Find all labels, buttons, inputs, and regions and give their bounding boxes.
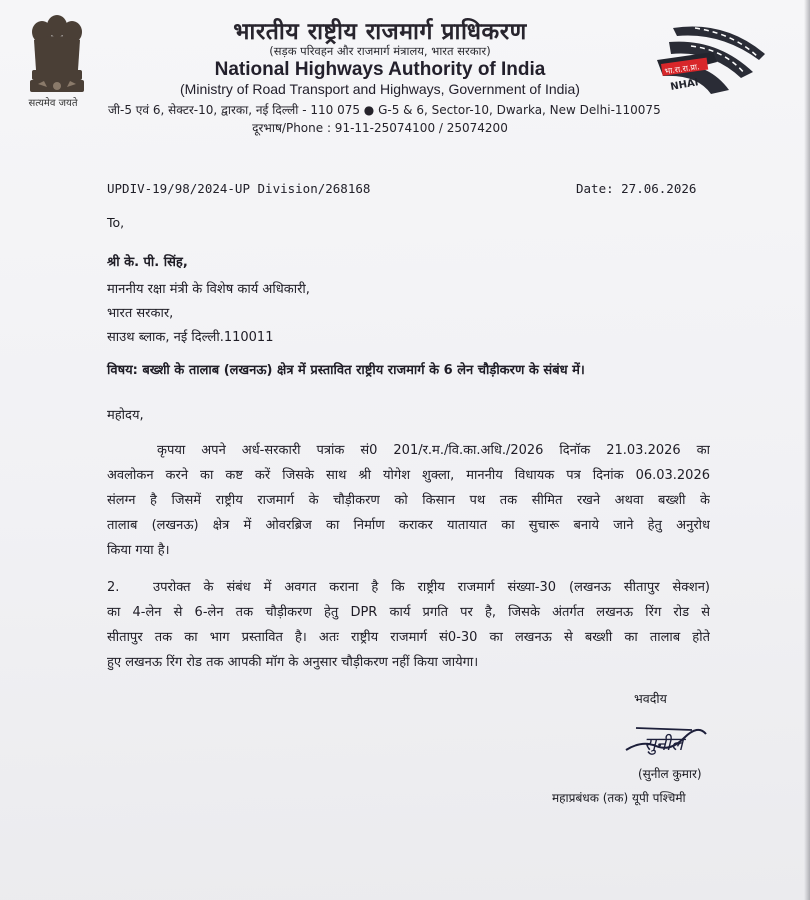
paragraph-2-line: उपरोक्त के संबंध में अवगत कराना है कि राष्ट्रीय राजमार्ग संख्या-30 (लखनऊ सीतापुर सेक्शन) bbox=[153, 580, 710, 595]
paragraph-1-line: तालाब (लखनऊ) क्षेत्र में ओवरब्रिज का निर्माण कराकर यातायात का सुचारू बनाये जाने हेतु अनुरोध bbox=[107, 518, 710, 533]
letter-subject: विषय: बख्शी के तालाब (लखनऊ) क्षेत्र में प्रस्तावित राष्ट्रीय राजमार्ग के 6 लेन चौड़ीकरण के संबंध में। bbox=[107, 363, 585, 378]
paragraph-1-line: किया गया है। bbox=[107, 543, 170, 558]
office-address: जी-5 एवं 6, सेक्टर-10, द्वारका, नई दिल्ली - 110 075 ● G-5 & 6, Sector-10, Dwarka, New Delhi-110075 bbox=[108, 103, 661, 117]
recipient-name: श्री के. पी. सिंह, bbox=[107, 255, 188, 270]
paragraph-2-line: हुए लखनऊ रिंग रोड तक आपकी मॉग के अनुसार चौड़ीकरण नहीं किया जायेगा। bbox=[107, 655, 479, 670]
recipient-organisation: भारत सरकार, bbox=[107, 306, 174, 321]
paragraph-1-line: कृपया अपने अर्ध-सरकारी पत्रांक सं0 201/र.म./वि.का.अधि./2026 दिनॉक 21.03.2026 का bbox=[157, 443, 710, 458]
letter-date: Date: 27.06.2026 bbox=[576, 181, 697, 196]
salutation: महोदय, bbox=[107, 408, 144, 423]
paragraph-1-line: अवलोकन करने का कष्ट करें जिसके साथ श्री योगेश शुक्ला, माननीय विधायक पत्र दिनांक 06.03.2026 bbox=[107, 468, 710, 483]
paragraph-2-line: का 4-लेन से 6-लेन तक चौड़ीकरण हेतु DPR कार्य प्रगति पर है, जिसके अंतर्गत लखनऊ रिंग रोड से bbox=[107, 605, 710, 620]
authority-name-english: National Highways Authority of India bbox=[214, 59, 546, 80]
signer-designation: महाप्रबंधक (तक) यूपी पश्चिमी bbox=[552, 791, 686, 805]
authority-name-hindi: भारतीय राष्ट्रीय राजमार्ग प्राधिकरण bbox=[233, 19, 527, 45]
office-phone: दूरभाष/Phone : 91-11-25074100 / 25074200 bbox=[252, 121, 508, 135]
paragraph-2 bbox=[107, 575, 710, 675]
paragraph-1 bbox=[107, 438, 710, 563]
nhai-logo-text: NHAI bbox=[669, 77, 700, 93]
svg-text:सुनील: सुनील bbox=[644, 734, 684, 755]
emblem-caption: सत्यमेव जयते bbox=[28, 98, 78, 109]
paragraph-2-line: सीतापुर तक का भाग प्रस्तावित है। अतः राष्ट्रीय राजमार्ग सं0-30 का लखनऊ से बख्शी का तालाब होते bbox=[107, 630, 710, 645]
letter-reference-number: UPDIV-19/98/2024-UP Division/268168 bbox=[107, 181, 371, 196]
to-label: To, bbox=[107, 215, 125, 230]
ministry-name-english: (Ministry of Road Transport and Highways, Government of India) bbox=[180, 81, 580, 97]
recipient-designation: माननीय रक्षा मंत्री के विशेष कार्य अधिकारी, bbox=[107, 282, 310, 297]
signer-name: (सुनील कुमार) bbox=[638, 767, 702, 781]
closing-text: भवदीय bbox=[634, 691, 667, 706]
paragraph-2-first-line bbox=[107, 575, 710, 600]
handwritten-signature bbox=[622, 720, 708, 764]
ministry-name-hindi: (सड़क परिवहन और राजमार्ग मंत्रालय, भारत सरकार) bbox=[269, 44, 491, 58]
nhai-logo-hindi: भा.रा.रा.प्रा. bbox=[664, 62, 701, 76]
paragraph-2-number: 2. bbox=[107, 580, 120, 595]
nhai-logo-icon bbox=[655, 20, 773, 102]
paragraph-1-line: संलग्न है जिसमें राष्ट्रीय राजमार्ग के चौड़ीकरण को किसान पथ तक सीमित रखने अथवा बख्शी के bbox=[107, 493, 710, 508]
recipient-address: साउथ ब्लाक, नई दिल्ली.110011 bbox=[107, 330, 274, 345]
